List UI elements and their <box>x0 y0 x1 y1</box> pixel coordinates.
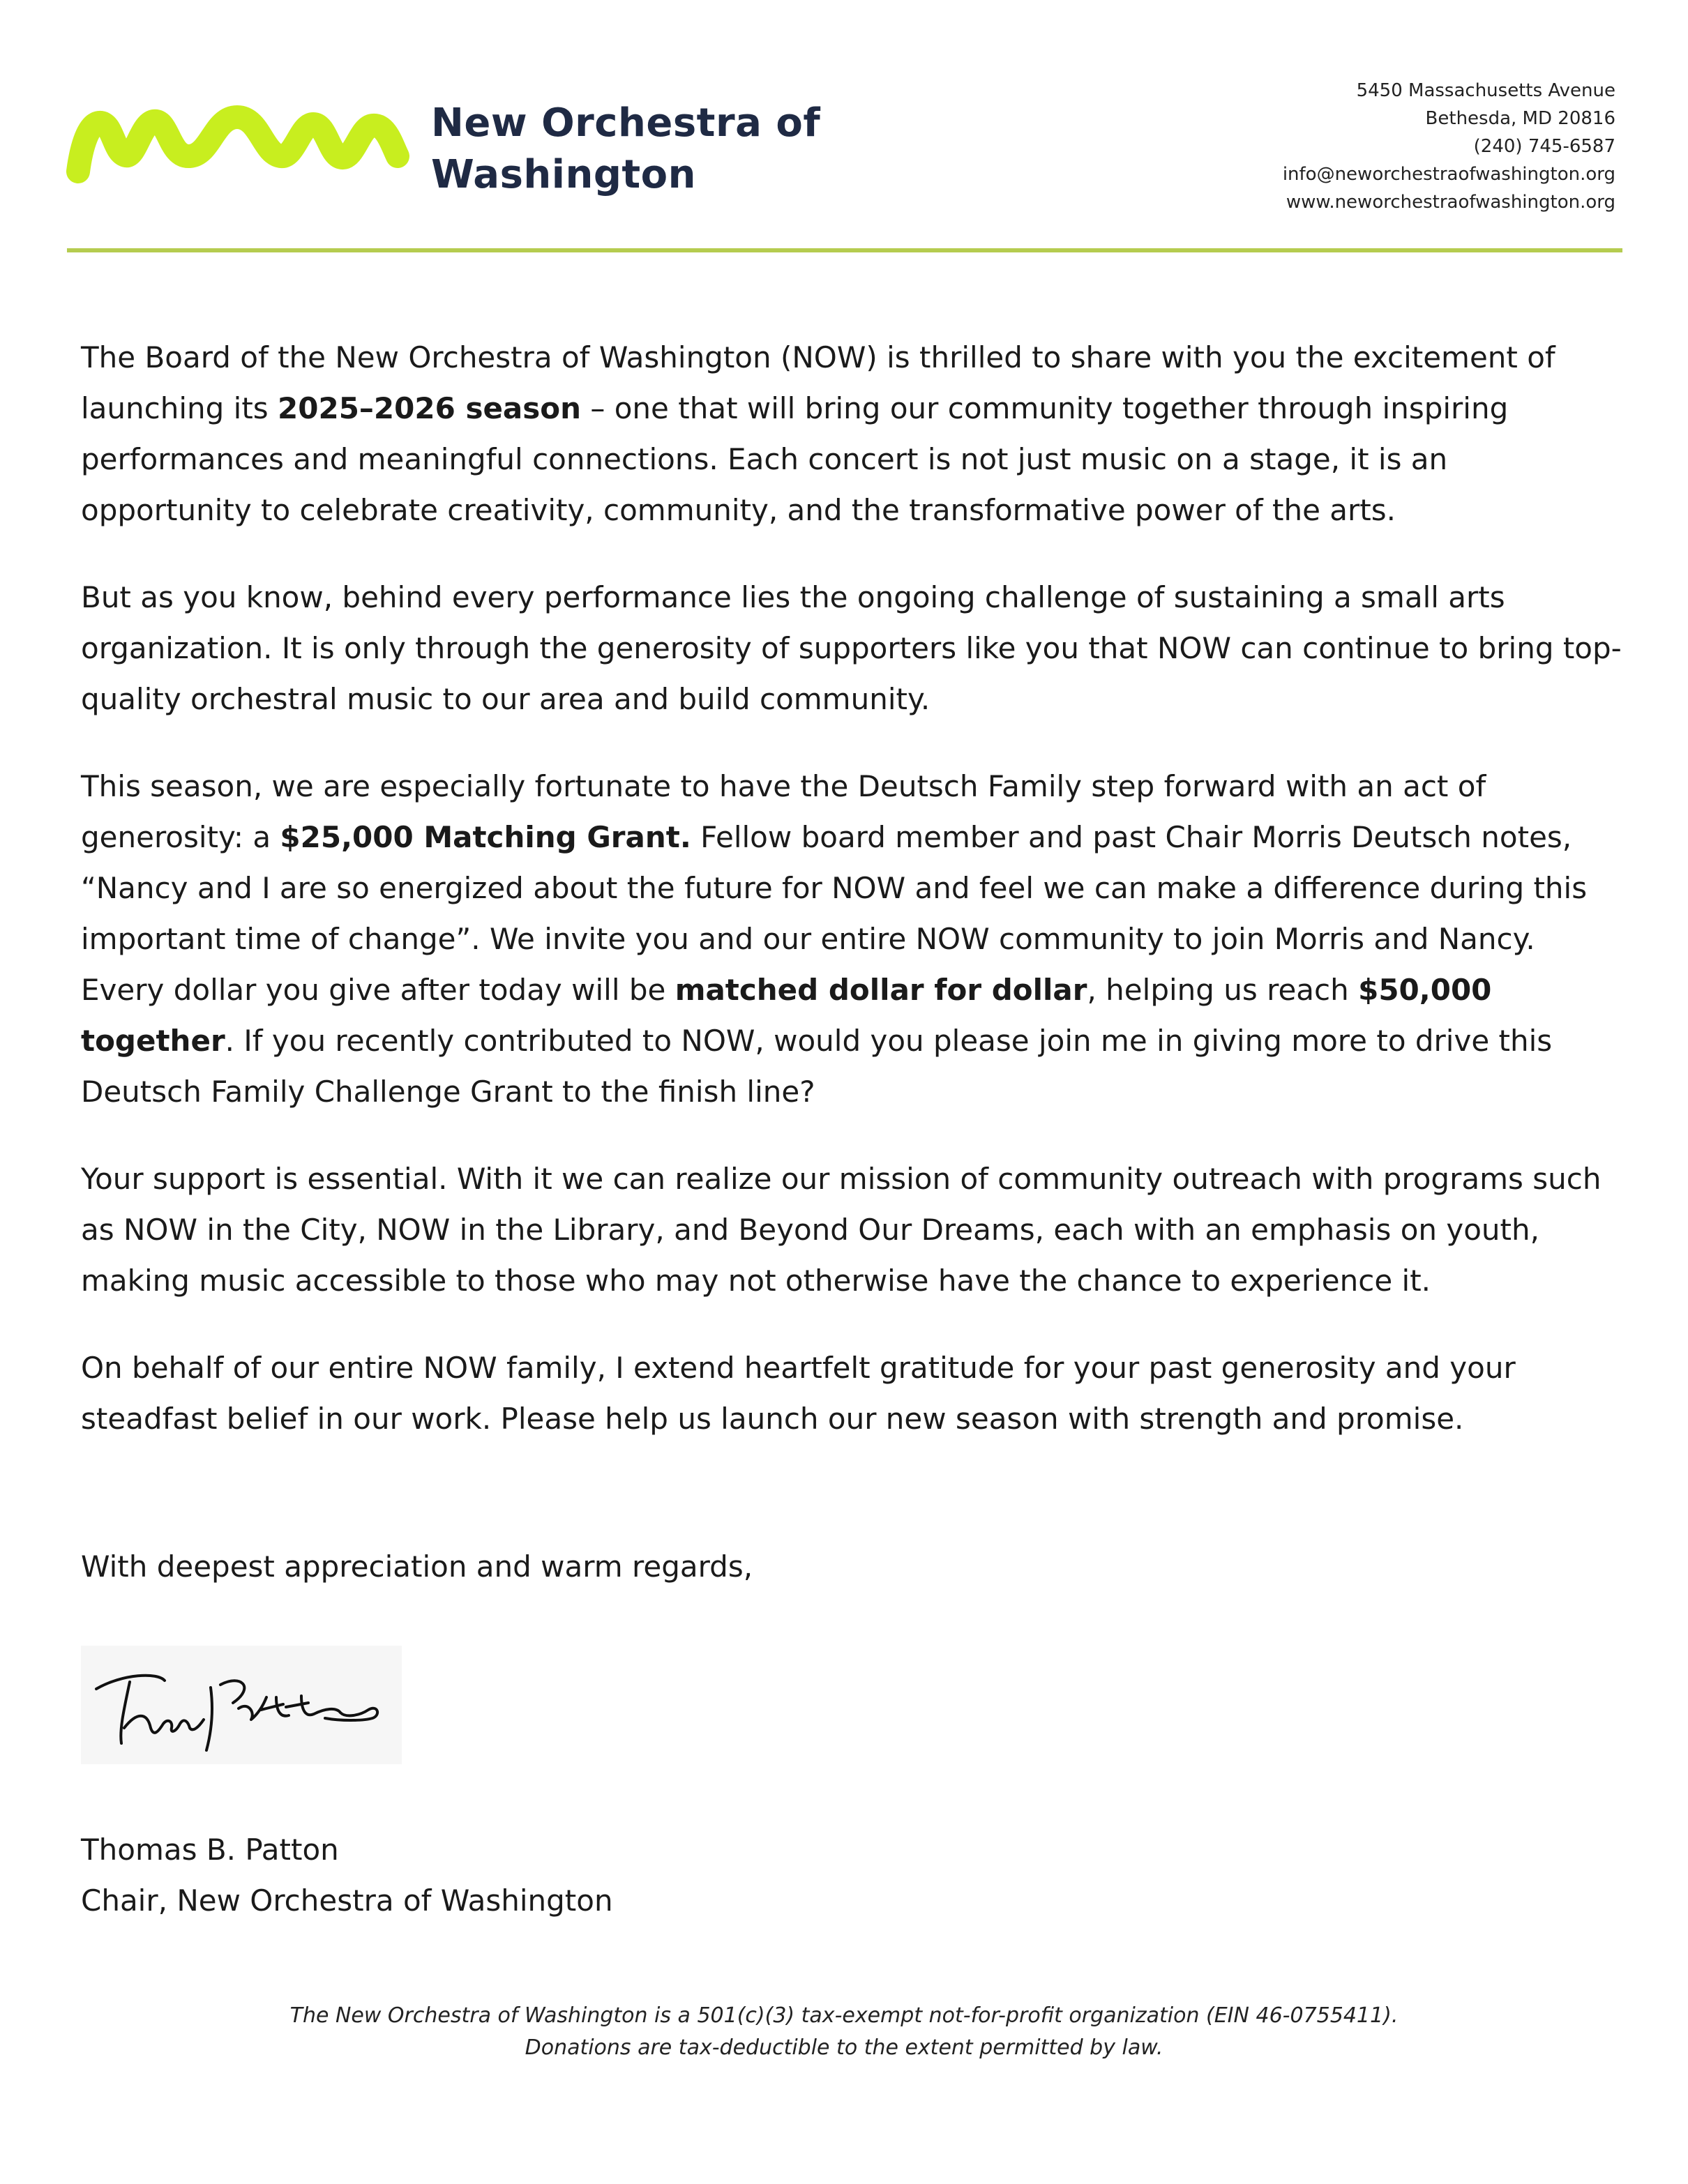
footer-line2: Donations are tax-deductible to the extent permitted by law. <box>525 2035 1163 2060</box>
now-logo <box>64 89 413 201</box>
contact-email[interactable]: info@neworchestraofwashington.org <box>1282 164 1615 185</box>
signer-name: Thomas B. Patton <box>81 1833 339 1867</box>
org-name-line1: New Orchestra of <box>431 100 821 146</box>
paragraph-matching-grant: This season, we are especially fortunate to have the Deutsch Family step forward with an act of generosity: a $25,000 Matching Grant. Fellow board member and past Chair Morris Deutsch notes, “Nancy and I are so energized about the future for NOW and feel we can make a difference during this important time of change”. We invite you and our entire NOW community to join Morris and Nancy. Every dollar you give after today will be matched dollar for dollar, helping us reach $50,000 together. If you recently contributed to NOW, would you please join me in giving more to drive this Deutsch Family Challenge Grant to the finish line? <box>81 769 1588 1109</box>
letter-body <box>81 332 1622 1480</box>
match-highlight: matched dollar for dollar <box>675 973 1087 1007</box>
goal-highlight: $50,000 together <box>81 973 1492 1058</box>
header-divider <box>67 248 1622 252</box>
contact-phone: (240) 745-6587 <box>1473 136 1615 157</box>
org-name <box>431 98 820 201</box>
contact-city: Bethesda, MD 20816 <box>1425 108 1615 129</box>
closing-line: With deepest appreciation and warm regards, <box>81 1549 753 1584</box>
contact-block <box>1283 77 1615 216</box>
paragraph-intro: The Board of the New Orchestra of Washington (NOW) is thrilled to share with you the excitement of launching its 2025–2026 season – one that will bring our community together through inspiring performances and meaningful connections. Each concert is not just music on a stage, it is an opportunity to celebrate creativity, community, and the transformative power of the arts. <box>81 340 1555 527</box>
signer-block <box>81 1824 613 1926</box>
paragraph-gratitude: On behalf of our entire NOW family, I extend heartfelt gratitude for your past generosity and your steadfast belief in our work. Please help us launch our new season with strength and promise. <box>81 1351 1516 1436</box>
contact-address: 5450 Massachusetts Avenue <box>1356 80 1615 101</box>
grant-amount: $25,000 Matching Grant. <box>280 820 691 854</box>
season-highlight: 2025–2026 season <box>278 391 582 425</box>
paragraph-support: Your support is essential. With it we can realize our mission of community outreach with programs such as NOW in the City, NOW in the Library, and Beyond Our Dreams, each with an emphasis on youth, making music accessible to those who may not otherwise have the chance to experience it. <box>81 1162 1602 1298</box>
footer-disclaimer <box>0 2000 1688 2064</box>
footer-line1: The New Orchestra of Washington is a 501(c)(3) tax-exempt not-for-profit organization (EIN 46-0755411). <box>289 2003 1399 2028</box>
org-name-line2: Washington <box>431 152 697 197</box>
signer-title: Chair, New Orchestra of Washington <box>81 1883 613 1918</box>
contact-website[interactable]: www.neworchestraofwashington.org <box>1286 192 1615 213</box>
letterhead <box>0 0 1688 265</box>
paragraph-challenge: But as you know, behind every performance lies the ongoing challenge of sustaining a small arts organization. It is only through the generosity of supporters like you that NOW can continue to bring top-quality orchestral music to our area and build community. <box>81 580 1622 716</box>
handwritten-signature <box>81 1646 402 1764</box>
